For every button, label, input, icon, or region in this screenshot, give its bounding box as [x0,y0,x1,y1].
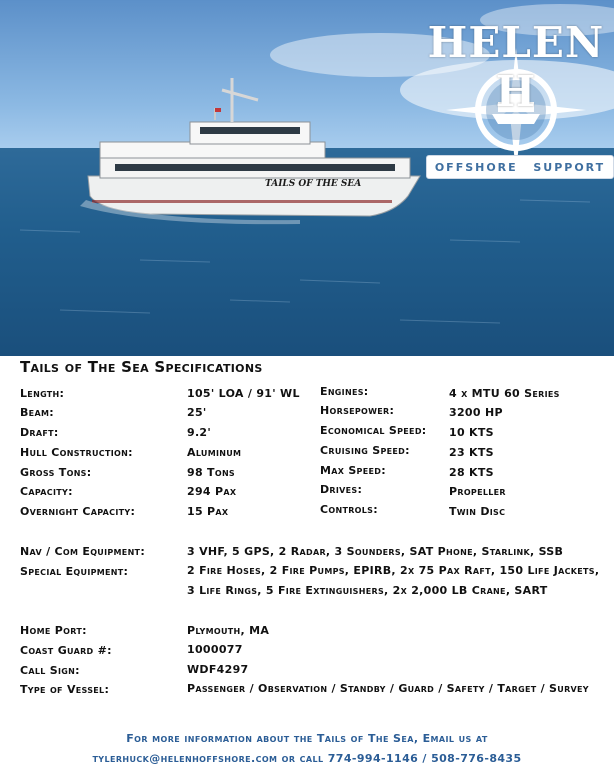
spec-value-draft: 9.2' [187,426,212,439]
spec-label-special-equipment: Special Equipment: [20,565,129,578]
boat-bridge-windows [200,127,300,134]
spec-label-gross-tons: Gross Tons: [20,466,92,479]
spec-label-hull-construction: Hull Construction: [20,446,133,459]
spec-value-overnight-capacity: 15 Pax [187,505,229,518]
spec-label-drives: Drives: [320,483,363,496]
spec-value-call-sign: WDF4297 [187,663,249,676]
spec-value-type-of-vessel: Passenger / Observation / Standby / Guard / Safety / Target / Survey [187,682,589,695]
spec-label-economical-speed: Economical Speed: [320,424,427,437]
spec-value-length: 105' LOA / 91' WL [187,387,300,400]
boat-hull-stripe [92,200,392,203]
spec-value-controls: Twin Disc [449,505,506,518]
spec-value-max-speed: 28 KTS [449,466,494,479]
spec-label-coast-guard: Coast Guard #: [20,644,112,657]
spec-label-cruising-speed: Cruising Speed: [320,444,410,457]
spec-value-hull-construction: Aluminum [187,446,242,459]
footer-info-line: For more information about the Tails of The Sea, Email us at [126,732,488,745]
spec-label-type-of-vessel: Type of Vessel: [20,683,110,696]
spec-value-capacity: 294 Pax [187,485,237,498]
spec-label-max-speed: Max Speed: [320,464,386,477]
spec-value-cruising-speed: 23 KTS [449,446,494,459]
boat-hull-name: TAILS OF THE SEA [265,179,362,189]
spec-label-call-sign: Call Sign: [20,664,80,677]
spec-label-horsepower: Horsepower: [320,404,395,417]
spec-value-coast-guard: 1000077 [187,643,243,656]
hero-photo [0,0,614,356]
spec-label-length: Length: [20,387,65,400]
spec-label-draft: Draft: [20,426,59,439]
spec-label-beam: Beam: [20,406,54,419]
spec-value-horsepower: 3200 HP [449,406,503,419]
spec-value-beam: 25' [187,406,207,419]
spec-label-capacity: Capacity: [20,485,73,498]
spec-label-controls: Controls: [320,503,378,516]
spec-value-engines: 4 x MTU 60 Series [449,387,560,400]
spec-label-nav-com: Nav / Com Equipment: [20,545,146,558]
spec-value-nav-com: 3 VHF, 5 GPS, 2 Radar, 3 Sounders, SAT Phone, Starlink, SSB [187,545,564,558]
boat-main-deck-windows [115,164,395,171]
helen-h-logo [418,10,614,175]
spec-label-home-port: Home Port: [20,624,87,637]
specs-title: Tails of The Sea Specifications [20,358,263,376]
spec-value-special-equipment: 2 Fire Hoses, 2 Fire Pumps, EPIRB, 2x 75 Pax Raft, 150 Life Jackets, 3 Life Rings, 5 Fire Extinguishers, 2x 2,000 LB Crane, SART [187,564,600,597]
spec-value-drives: Propeller [449,485,506,498]
spec-label-overnight-capacity: Overnight Capacity: [20,505,136,518]
logo-tagline [426,155,614,179]
logo-tagline-left: OFFSHORE [434,160,518,174]
spec-value-economical-speed: 10 KTS [449,426,494,439]
spec-label-engines: Engines: [320,385,369,398]
logo-tagline-right: SUPPORT [533,160,606,174]
spec-value-home-port: Plymouth, MA [187,624,270,637]
footer-contact-line[interactable]: tylerhuck@helenhoffshore.com or call 774-994-1146 / 508-776-8435 [92,752,522,765]
boat-hull [88,176,420,216]
boat-flag [215,108,221,112]
spec-value-gross-tons: 98 Tons [187,466,235,479]
logo-wordmark: HELEN H [427,18,605,116]
